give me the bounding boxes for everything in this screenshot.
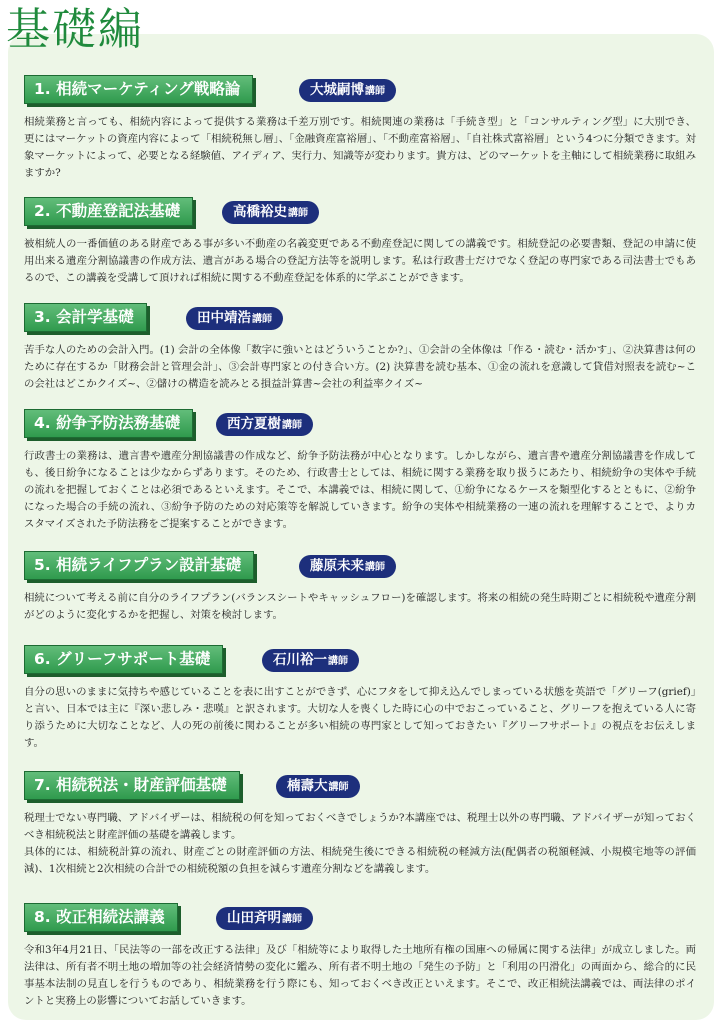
course-description: 相続について考える前に自分のライフプラン(バランスシートやキャッシュフロー)を確認します。将来の相続の発生時期ごとに相続税や遺産分割がどのように変化するかを把握し、対策を検討します。 (24, 592, 696, 621)
course-header (24, 300, 696, 334)
course-title: 6. グリーフサポート基礎 (24, 645, 223, 674)
page-title: 基礎編 (6, 4, 144, 55)
course-title: 8. 改正相続法講義 (24, 903, 178, 932)
course-section-2 (24, 194, 696, 287)
lecturer-badge (216, 907, 313, 930)
course-section-1 (24, 72, 696, 182)
lecturer-name: 楠壽大 (287, 778, 328, 794)
course-header (24, 72, 696, 106)
lecturer-badge (222, 201, 319, 224)
lecturer-badge (299, 555, 396, 578)
course-description: 相続業務と言っても、相続内容によって提供する業務は千差万別です。相続関連の業務は「手続き型」と「コンサルティング型」に大別でき、更にはマーケットの資産内容によって「相続税無し層」、「金融資産富裕層」、「不動産富裕層」、「自社株式富裕層」という4つに分類できます。対象マーケットによって、必要となる経験値、アイディア、実行力、知識等が変わります。貴方は、どのマーケットを主軸にして相続業務に取組みますか? (24, 116, 696, 179)
lecturer-badge (186, 307, 283, 330)
course-section-3 (24, 300, 696, 393)
course-title: 7. 相続税法・財産評価基礎 (24, 771, 240, 800)
lecturer-name: 山田斉明 (227, 910, 281, 926)
course-title: 2. 不動産登記法基礎 (24, 197, 193, 226)
lecturer-name: 石川裕一 (273, 652, 327, 668)
course-description: 令和3年4月21日、「民法等の一部を改正する法律」及び「相続等により取得した土地所有権の国庫への帰属に関する法律」が成立しました。両法律は、所有者不明土地の増加等の社会経済情勢の変化に鑑み、所有者不明土地の「発生の予防」と「利用の円滑化」の両面から、総合的に民事基本法制の見直しを行うものであり、相続業務を行う際にも、知っておくべき改正といえます。そこで、改正相続法講義では、両法律のポイントと実務上の影響についてお話していきます。 (24, 944, 696, 1007)
lecturer-suffix: 講師 (252, 314, 272, 325)
lecturer-badge (276, 775, 360, 798)
course-header (24, 768, 696, 802)
course-title: 5. 相続ライフプラン設計基礎 (24, 551, 254, 580)
course-description: 税理士でない専門職、アドバイザーは、相続税の何を知っておくべきでしょうか?本講座では、税理士以外の専門職、アドバイザーが知っておくべき相続税法と財産評価の基礎を講義します。 具体的には、相続税計算の流れ、財産ごとの財産評価の方法、相続発生後にできる相続税の軽減方法(配偶者の税額軽減、小規模宅地等の評価減)、1次相続と2次相続の合計での相続税額の負担を減らす遺産分割などを講義します。 (24, 812, 696, 875)
lecturer-badge (216, 413, 313, 436)
lecturer-suffix: 講師 (282, 420, 302, 431)
course-header (24, 194, 696, 228)
course-section-5 (24, 548, 696, 624)
lecturer-suffix: 講師 (365, 562, 385, 573)
lecturer-suffix: 講師 (288, 208, 308, 219)
course-title: 1. 相続マーケティング戦略論 (24, 75, 253, 104)
course-description: 行政書士の業務は、遺言書や遺産分割協議書の作成など、紛争予防法務が中心となります。しかしながら、遺言書や遺産分割協議書を作成しても、後日紛争になることは少なからずあります。そのため、行政書士としては、相続に関する業務を取り扱うにあたり、相続紛争の実体や手続の流れを把握しておくことは必須であるといえます。そこで、本講義では、相続に関して、①紛争になるケースを類型化するとともに、②紛争になった場合の手続の流れ、③紛争予防のための対応策等を解説していきます。紛争の実体や相続業務の一連の流れを理解することで、よりカスタマイズされた予防法務をご提案することができます。 (24, 450, 696, 530)
course-header (24, 406, 696, 440)
lecturer-badge (299, 79, 396, 102)
lecturer-name: 田中靖浩 (197, 310, 251, 326)
course-description: 被相続人の一番価値のある財産である事が多い不動産の名義変更である不動産登記に関しての講義です。相続登記の必要書類、登記の申請に使用出来る遺産分割協議書の作成方法、遺言がある場合の登記方法等を説明します。私は行政書士だけでなく登記の専門家である司法書士でもあるので、この講義を受講して頂ければ相続に関する不動産登記を体系的に学ぶことができます。 (24, 238, 696, 284)
course-header (24, 900, 696, 934)
course-header (24, 642, 696, 676)
lecturer-suffix: 講師 (328, 656, 348, 667)
course-description: 自分の思いのままに気持ちや感じていることを表に出すことができず、心にフタをして抑え込んでしまっている状態を英語で「グリーフ(grief)」と言い、日本では主に『深い悲しみ・悲嘆』と訳されます。大切な人を喪くした時に心の中でおこっていること、グリーフを抱えている人に寄り添うために大切なことなど、人の死の前後に関わることが多い相続の専門家として知っておきたい『グリーフサポート』の視点をお伝えします。 (24, 686, 696, 749)
course-section-7 (24, 768, 696, 878)
lecturer-suffix: 講師 (365, 86, 385, 97)
lecturer-name: 大城嗣博 (310, 82, 364, 98)
lecturer-badge (262, 649, 359, 672)
course-title: 4. 紛争予防法務基礎 (24, 409, 193, 438)
course-header (24, 548, 696, 582)
course-description: 苦手な人のための会計入門。(1) 会計の全体像「数字に強いとはどういうことか?」、①会計の全体像は「作る・読む・活かす」、②決算書は何のために存在するか「財務会計と管理会計」、③会計専門家との付き合い方。(2) 決算書を読む基本、①金の流れを意識して貸借対照表を読む~この会社はどこかクイズ~、②儲けの構造を読みとる損益計算書~会社の利益率クイズ~ (24, 344, 696, 390)
lecturer-name: 高橋裕史 (233, 204, 287, 220)
lecturer-name: 西方夏樹 (227, 416, 281, 432)
lecturer-name: 藤原未来 (310, 558, 364, 574)
course-section-8 (24, 900, 696, 1010)
course-title: 3. 会計学基礎 (24, 303, 147, 332)
course-section-4 (24, 406, 696, 533)
course-section-6 (24, 642, 696, 752)
lecturer-suffix: 講師 (328, 782, 349, 793)
lecturer-suffix: 講師 (282, 914, 302, 925)
